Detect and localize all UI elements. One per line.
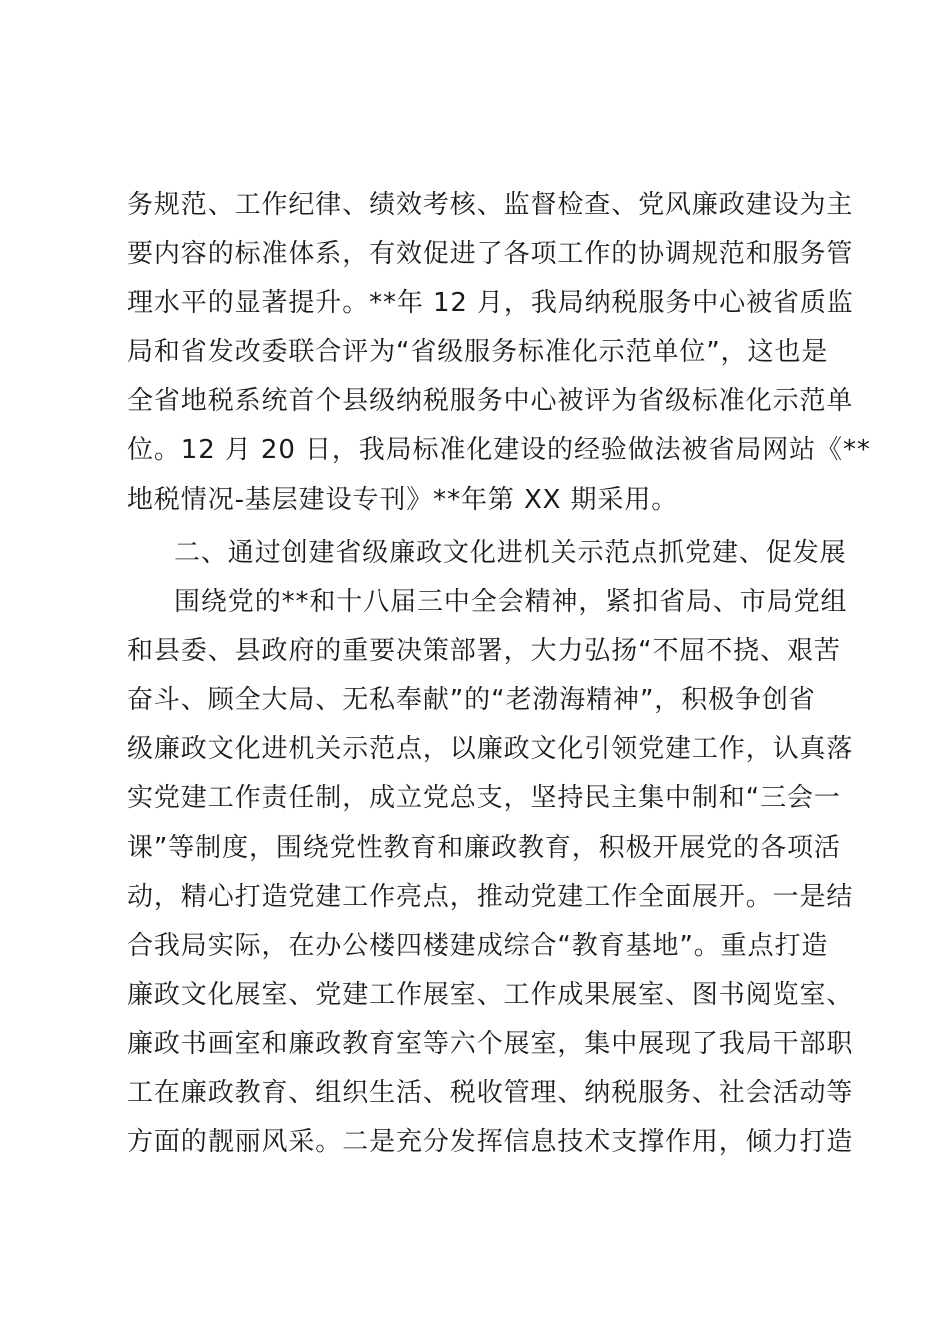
text-line: 务规范、工作纪律、绩效考核、监督检查、党风廉政建设为主	[127, 190, 854, 220]
text-line: 课”等制度，围绕党性教育和廉政教育，积极开展党的各项活	[127, 832, 841, 863]
text-line: 动，精心打造党建工作亮点，推动党建工作全面展开。一是结	[127, 881, 854, 912]
text-line: 合我局实际，在办公楼四楼建成综合“教育基地”。重点打造	[127, 930, 829, 961]
text-line: 级廉政文化进机关示范点，以廉政文化引领党建工作，认真落	[127, 734, 854, 765]
text-line: 位。12 月 20 日，我局标准化建设的经验做法被省局网站《**	[127, 435, 871, 466]
text-line: 要内容的标准体系，有效促进了各项工作的协调规范和服务管	[127, 239, 854, 270]
text-line: 奋斗、顾全大局、无私奉献”的“老渤海精神”，积极争创省	[127, 685, 816, 716]
text-line: 理水平的显著提升。**年 12 月，我局纳税服务中心被省质监	[127, 288, 854, 319]
text-line: 实党建工作责任制，成立党总支，坚持民主集中制和“三会一	[127, 783, 841, 814]
text-line: 和县委、县政府的重要决策部署，大力弘扬“不屈不挠、艰苦	[127, 636, 841, 667]
text-line: 围绕党的**和十八届三中全会精神，紧扣省局、市局党组	[174, 587, 848, 618]
section-body	[127, 529, 854, 1167]
text-line: 工在廉政教育、组织生活、税收管理、纳税服务、社会活动等	[127, 1078, 854, 1109]
text-line: 廉政书画室和廉政教育室等六个展室，集中展现了我局干部职	[127, 1028, 854, 1059]
text-line: 方面的靓丽风采。二是充分发挥信息技术支撑作用，倾力打造	[127, 1127, 854, 1158]
text-line: 全省地税系统首个县级纳税服务中心被评为省级标准化示范单	[127, 386, 854, 417]
continued-paragraph	[127, 181, 871, 525]
text-line: 局和省发改委联合评为“省级服务标准化示范单位”，这也是	[127, 337, 829, 368]
text-line: 廉政文化展室、党建工作展室、工作成果展室、图书阅览室、	[127, 979, 854, 1010]
text-line: 地税情况-基层建设专刊》**年第 XX 期采用。	[127, 484, 679, 515]
section-heading: 二、通过创建省级廉政文化进机关示范点抓党建、促发展	[174, 538, 847, 568]
